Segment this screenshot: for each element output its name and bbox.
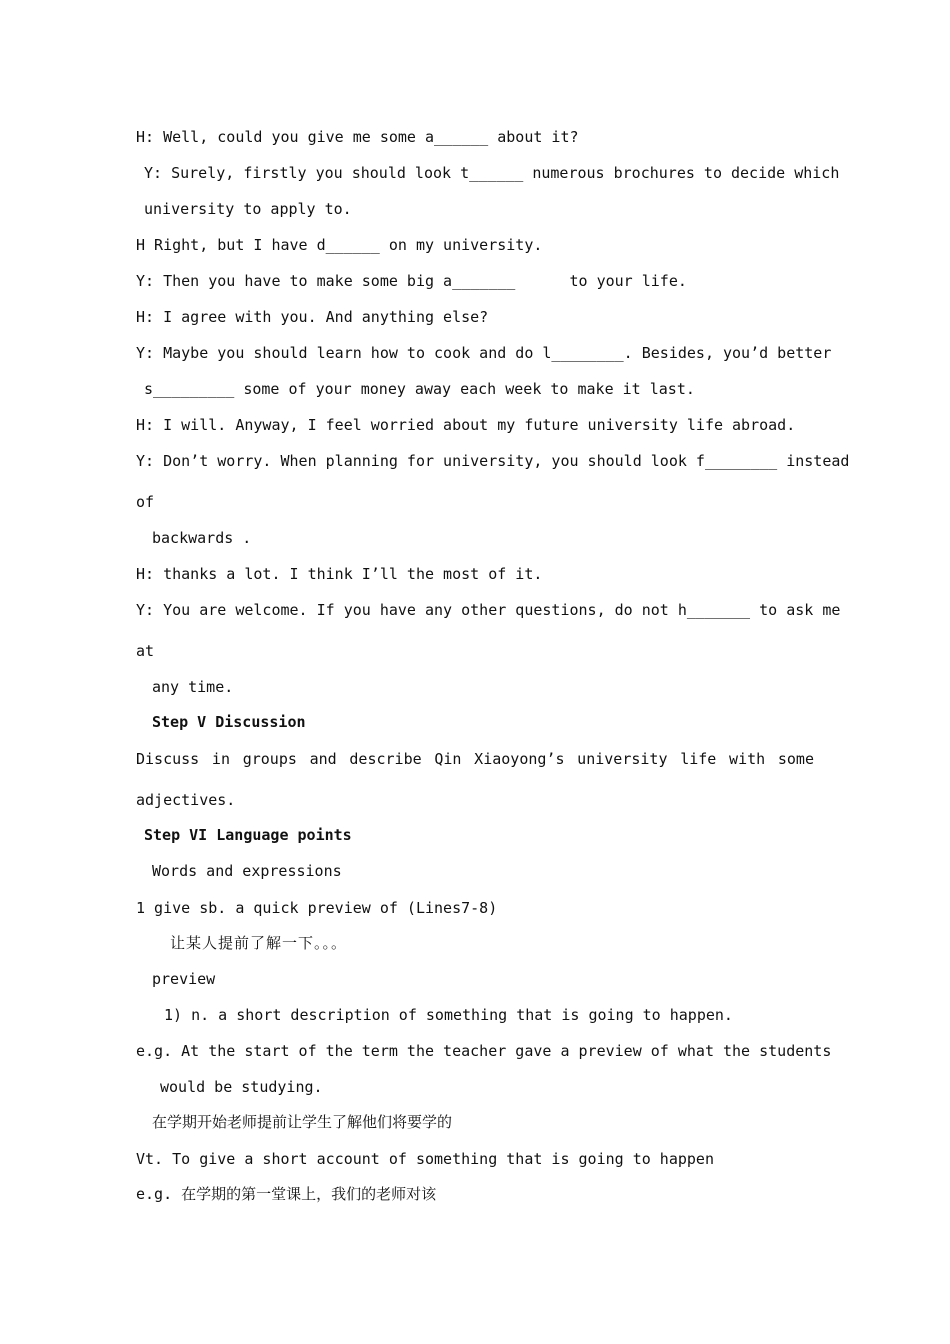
dialogue-line: H: Well, could you give me some a______ about it? [136,128,579,146]
dialogue-line: H: I will. Anyway, I feel worried about my future university life abroad. [136,416,796,434]
paragraph-line: adjectives. [136,791,236,809]
dialogue-line: any time. [152,678,234,696]
dialogue-line: Y: Don’t worry. When planning for university, you should look f________ instead [136,452,850,470]
vocab-word: preview [152,970,216,988]
dialogue-line: H: I agree with you. And anything else? [136,308,489,326]
list-item: 1 give sb. a quick preview of (Lines7-8) [136,899,498,917]
definition-line: Vt. To give a short account of something that is going to happen [136,1150,714,1168]
chinese-line: 在学期开始老师提前让学生了解他们将要学的 [152,1113,453,1131]
example-line: e.g. At the start of the term the teacher gave a preview of what the students [136,1042,832,1060]
dialogue-line: Y: Surely, firstly you should look t______ numerous brochures to decide which [144,164,840,182]
chinese-line: 让某人提前了解一下。。。 [170,934,348,952]
section-heading-discussion: Step V Discussion [152,713,306,731]
paragraph-line: Discuss in groups and describe Qin Xiaoyong’s university life with some [136,750,814,768]
example-line: e.g. 在学期的第一堂课上，我们的老师对该 [136,1185,437,1203]
dialogue-line: Y: You are welcome. If you have any other questions, do not h_______ to ask me [136,601,841,619]
subheading: Words and expressions [152,862,342,880]
definition-line: 1) n. a short description of something that is going to happen. [164,1006,733,1024]
dialogue-line: at [136,642,155,660]
dialogue-line: backwards . [152,529,252,547]
dialogue-line: H: thanks a lot. I think I’ll the most of it. [136,565,543,583]
example-line: would be studying. [160,1078,323,1096]
section-heading-language-points: Step VI Language points [144,826,352,844]
dialogue-line: Y: Then you have to make some big a_______ to your life. [136,272,687,290]
dialogue-line: university to apply to. [144,200,352,218]
dialogue-line: Y: Maybe you should learn how to cook and do l________. Besides, you’d better [136,344,832,362]
dialogue-line: s_________ some of your money away each week to make it last. [144,380,695,398]
dialogue-line: of [136,493,155,511]
dialogue-line: H Right, but I have d______ on my university. [136,236,543,254]
